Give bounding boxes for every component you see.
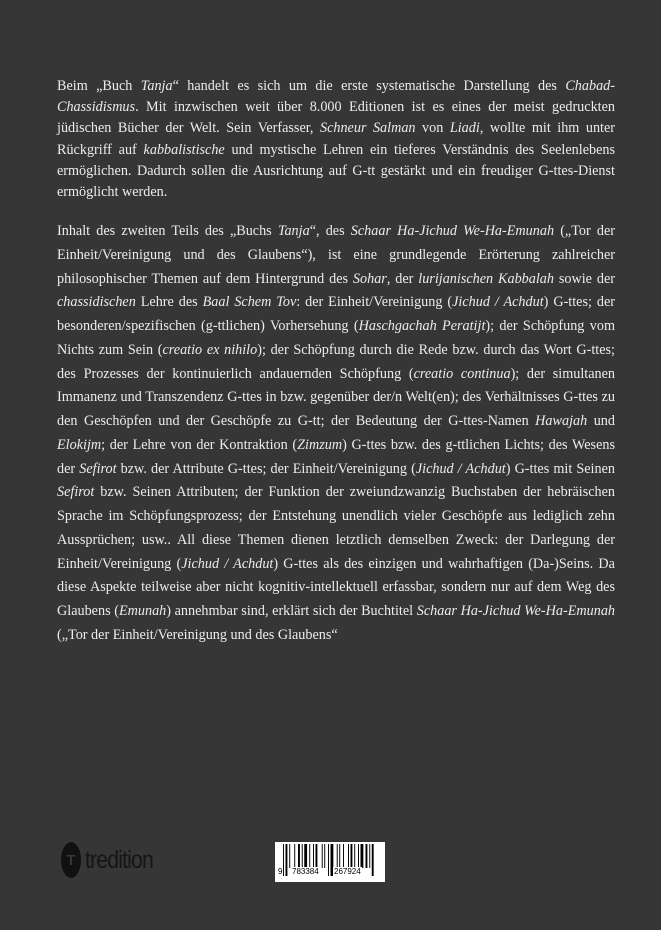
text-run: “ handelt es sich um die erste systematische Darstellung des: [172, 78, 566, 94]
barcode-bar: [324, 844, 325, 868]
italic-term: Schaar Ha-Jichud We-Ha-Emunah: [416, 603, 616, 619]
italic-term: Liadi: [449, 120, 480, 137]
barcode-bar: [286, 844, 288, 876]
text-run: , wollte mit ihm unter Rückgriff auf: [57, 120, 615, 158]
italic-term: Sefirot: [79, 460, 117, 477]
text-run: bzw. der Attribute G-ttes; der Einheit/Vereinigung (: [116, 460, 416, 477]
publisher-name: tredition: [85, 845, 153, 874]
barcode-bar: [337, 844, 338, 868]
barcode-bar: [302, 844, 303, 868]
italic-term: creatio continua: [413, 365, 511, 382]
barcode-bar: [348, 844, 349, 868]
barcode-bar: [309, 844, 310, 868]
barcode-bar: [351, 844, 353, 868]
italic-term: Jichud / Achdut: [181, 555, 274, 572]
text-run: ) G-ttes bzw. des g-ttlichen Lichts; des Wesens der: [57, 436, 615, 477]
barcode-group-left: 783384: [292, 867, 319, 876]
barcode-bar: [354, 844, 355, 868]
tredition-logo-icon: [61, 842, 81, 878]
text-run: ) G-ttes; der besonderen/spezifischen (g-ttlichen) Vorhersehung (: [57, 294, 615, 334]
italic-term: creatio ex nihilo: [162, 341, 258, 358]
italic-term: Schneur Salman: [319, 120, 416, 137]
text-run: von: [415, 120, 450, 137]
text-run: ) G-ttes als des einzigen und wahrhaftigen (Da-)Seins. Da diese Aspekte teilweise aber nicht kognitiv-intellektuell erfassbar, sondern nur auf dem Weg des Glaubens (: [57, 555, 615, 619]
italic-term: Sefirot: [57, 484, 95, 501]
italic-term: Chabad-Chassidismus: [57, 78, 615, 116]
barcode-bar: [313, 844, 314, 868]
italic-term: Emunah: [118, 603, 167, 619]
italic-term: Jichud / Achdut: [415, 460, 506, 477]
logo-glyph: T: [66, 851, 76, 869]
description-paragraph-2: [57, 220, 615, 648]
barcode-bar: [343, 844, 344, 868]
italic-term: Sohar: [352, 270, 387, 287]
barcode-bar: [361, 844, 364, 868]
barcode-group-right: 267924: [334, 867, 361, 876]
description-paragraph-1: [57, 76, 615, 203]
text-run: : der Einheit/Vereinigung (: [296, 294, 453, 311]
italic-term: Jichud / Achdut: [452, 294, 544, 311]
italic-term: Zimzum: [297, 436, 343, 453]
italic-term: chassidischen: [57, 294, 136, 311]
text-run: ); der Schöpfung durch die Rede bzw. durch das Wort G-ttes; des Prozesses der kontinuierlich andauernden Schöpfung (: [57, 341, 615, 382]
italic-term: Schaar Ha-Jichud We-Ha-Emunah: [350, 223, 555, 239]
barcode-bar: [304, 844, 307, 868]
publisher-logo: [61, 842, 165, 878]
barcode-bar: [298, 844, 300, 868]
barcode-bar: [289, 844, 290, 868]
text-run: ); der simultanen Immanenz und Transzendenz G-ttes in bzw. gegenüber der/n Welt(en); des Verhältnisses G-ttes zu den Geschöpfen und der Geschöpfe zu G-tt; der Bedeutung der G-ttes-Namen: [57, 365, 615, 429]
text-run: („Tor der Einheit/Vereinigung und des Glaubens“: [57, 626, 338, 643]
barcode-bar: [283, 844, 284, 876]
barcode-bar: [294, 844, 295, 868]
text-run: und: [587, 413, 615, 429]
barcode-bar: [372, 844, 374, 876]
italic-term: Tanja: [140, 78, 173, 94]
italic-term: kabbalistische: [143, 141, 225, 158]
text-run: sowie der: [554, 270, 615, 287]
text-run: Lehre des: [135, 294, 203, 311]
barcode-bar: [358, 844, 359, 868]
italic-term: Tanja: [277, 223, 310, 239]
barcode-bar: [316, 844, 318, 868]
text-run: ) G-ttes mit Seinen: [505, 460, 615, 477]
text-run: und mystische Lehren ein tieferes Verständnis des Seelenlebens ermöglichen. Dadurch sollen die Ausrichtung auf G-tt gestärkt und ein freudiger G-ttes-Dienst ermöglicht werden.: [57, 141, 615, 201]
barcode-digit-first: 9: [278, 867, 283, 876]
text-run: ) annehmbar sind, erklärt sich der Buchtitel: [166, 603, 417, 619]
barcode-bar: [339, 844, 340, 868]
italic-term: Hawajah: [535, 413, 588, 429]
text-run: ); der Schöpfung vom Nichts zum Sein (: [57, 318, 616, 358]
text-run: , der: [386, 270, 419, 287]
italic-term: Elokijm: [57, 436, 102, 453]
italic-term: lurijanischen Kabbalah: [418, 270, 554, 287]
text-run: („Tor der Einheit/Vereinigung und des Glaubens“), ist eine grundlegende Erörterung zahlreicher philosophischer Themen auf dem Hintergrund des: [57, 223, 615, 287]
barcode-bar: [322, 844, 323, 868]
text-run: Beim „Buch: [57, 78, 141, 94]
italic-term: Haschgachah Peratijt: [358, 318, 486, 334]
text-run: Inhalt des zweiten Teils des „Buchs: [57, 223, 278, 239]
isbn-barcode: [275, 842, 385, 882]
text-run: . Mit inzwischen weit über 8.000 Editionen ist es eines der meist gedruckten jüdischen Bücher der Welt. Sein Verfasser,: [57, 99, 615, 137]
italic-term: Baal Schem Tov: [202, 294, 297, 311]
barcode-bar: [366, 844, 368, 868]
text-run: “, des: [309, 223, 351, 239]
barcode-bar: [328, 844, 329, 876]
text-run: ; der Lehre von der Kontraktion (: [101, 436, 298, 453]
barcode-bar: [369, 844, 370, 868]
text-run: bzw. Seinen Attributen; der Funktion der zweiundzwanzig Buchstaben der hebräischen Sprache im Schöpfungsprozess; der Entstehung unendlich vieler Geschöpfe aus lediglich zehn Aussprüchen; usw.. All diese Themen dienen letztlich demselben Zweck: der Darlegung der Einheit/Vereinigung (: [57, 484, 615, 572]
